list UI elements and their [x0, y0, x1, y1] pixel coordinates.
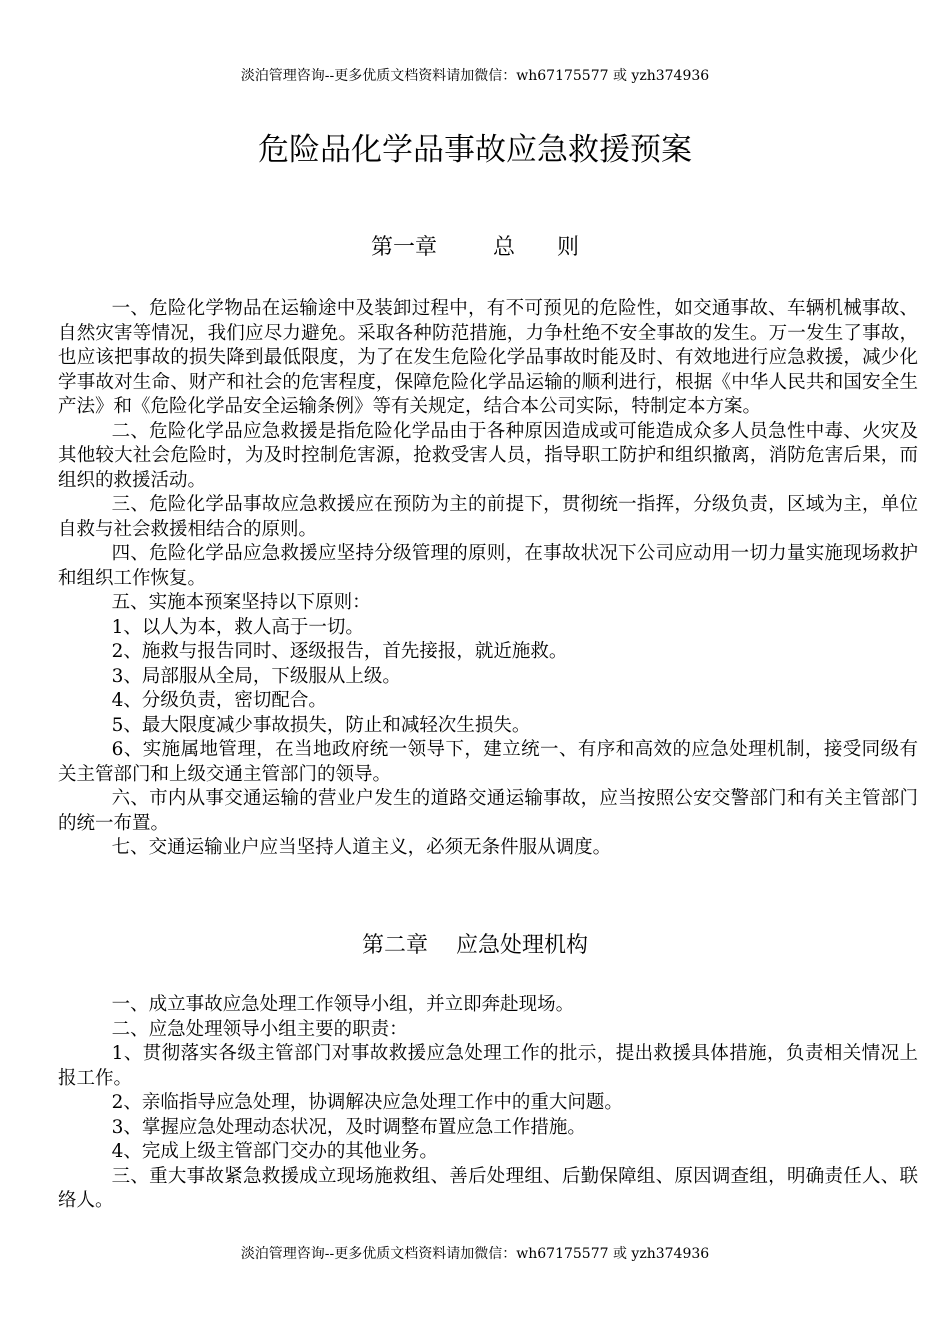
paragraph: 六、市内从事交通运输的营业户发生的道路交通运输事故，应当按照公安交警部门和有关主管部门的统一布置。: [58, 788, 918, 834]
chapter-1-heading: 第一章 总 则: [371, 235, 579, 260]
list-item: 3、局部服从全局，下级服从上级。: [111, 665, 401, 687]
chapter-2-body: [58, 993, 918, 1214]
document-title: 危险品化学品事故应急救援预案: [258, 132, 692, 168]
paragraph: 三、重大事故紧急救援成立现场施救组、善后处理组、后勤保障组、原因调查组，明确责任人、联络人。: [58, 1165, 918, 1211]
paragraph: 七、交通运输业户应当坚持人道主义，必须无条件服从调度。: [111, 837, 612, 858]
list-item: 1、以人为本，救人高于一切。: [111, 616, 364, 638]
list-item: 4、完成上级主管部门交办的其他业务。: [111, 1141, 438, 1162]
chapter-2-heading: 第二章 应急处理机构: [362, 933, 588, 958]
page-header: 淡泊管理咨询--更多优质文档资料请加微信：wh67175577 或 yzh374936: [240, 68, 710, 84]
paragraph: 四、危险化学品应急救援应坚持分级管理的原则，在事故状况下公司应动用一切力量实施现场救护和组织工作恢复。: [58, 543, 918, 589]
list-item: 1、贯彻落实各级主管部门对事故救援应急处理工作的批示，提出救援具体措施，负责相关情况上报工作。: [58, 1043, 918, 1089]
paragraph: 二、危险化学品应急救援是指危险化学品由于各种原因造成或可能造成众多人员急性中毒、火灾及其他较大社会危险时，为及时控制危害源，抢救受害人员，指导职工防护和组织撤离，消防危害后果，而组织的救援活动。: [58, 420, 918, 491]
paragraph: 五、实施本预案坚持以下原则：: [111, 592, 371, 613]
paragraph: 三、危险化学品事故应急救援应在预防为主的前提下，贯彻统一指挥，分级负责，区域为主，单位自救与社会救援相结合的原则。: [58, 494, 918, 540]
page-footer: 淡泊管理咨询--更多优质文档资料请加微信：wh67175577 或 yzh374936: [240, 1246, 710, 1262]
list-item: 4、分级负责，密切配合。: [111, 690, 327, 711]
paragraph: 二、应急处理领导小组主要的职责：: [111, 1018, 408, 1040]
list-item: 2、亲临指导应急处理，协调解决应急处理工作中的重大问题。: [111, 1092, 623, 1113]
paragraph: 一、危险化学物品在运输途中及装卸过程中，有不可预见的危险性，如交通事故、车辆机械事故、自然灾害等情况，我们应尽力避免。采取各种防范措施，力争杜绝不安全事故的发生。万一发生了事故，也应该把事故的损失降到最低限度，为了在发生危险化学品事故时能及时、有效地进行应急救援，减少化学事故对生命、财产和社会的危害程度，保障危险化学品运输的顺利进行，根据《中华人民共和国安全生产法》和《危险化学品安全运输条例》等有关规定，结合本公司实际，特制定本方案。: [58, 298, 918, 417]
paragraph: 一、成立事故应急处理工作领导小组，并立即奔赴现场。: [111, 994, 575, 1015]
chapter-1-body: [58, 297, 918, 861]
list-item: 6、实施属地管理，在当地政府统一领导下，建立统一、有序和高效的应急处理机制，接受同级有关主管部门和上级交通主管部门的领导。: [58, 739, 918, 785]
list-item: 2、施救与报告同时、逐级报告，首先接报，就近施救。: [111, 641, 568, 662]
list-item: 3、掌握应急处理动态状况，及时调整布置应急工作措施。: [111, 1116, 586, 1138]
list-item: 5、最大限度减少事故损失，防止和减轻次生损失。: [111, 714, 531, 736]
